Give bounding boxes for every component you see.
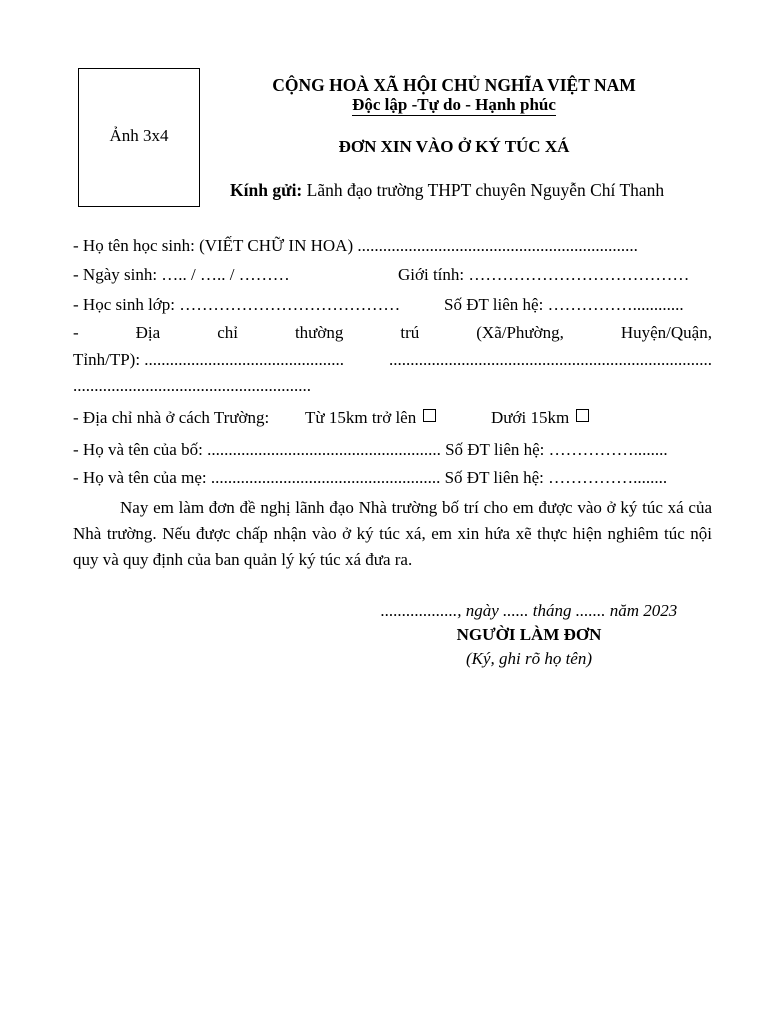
address-word: -	[73, 323, 79, 342]
address-word: trú	[400, 323, 420, 342]
mother-field: - Họ và tên của mẹ: ...................................................... Số ĐT liên hệ: ……………........	[73, 468, 668, 487]
recipient-line	[230, 180, 664, 201]
father-field: - Họ và tên của bố: ....................................................... Số ĐT liên hệ: ……………........	[73, 440, 668, 459]
address-line-1	[73, 323, 712, 343]
address-word: Huyện/Quận,	[620, 323, 712, 342]
distance-option-over-15km	[305, 408, 436, 428]
student-phone-field: Số ĐT liên hệ: ……………............	[444, 295, 684, 314]
national-motto	[200, 95, 708, 115]
photo-placeholder-box	[78, 68, 200, 207]
address-word: thường	[294, 323, 344, 342]
recipient-value: Lãnh đạo trường THPT chuyên Nguyễn Chí Thanh	[302, 180, 665, 200]
signer-title: NGƯỜI LÀM ĐƠN	[456, 625, 602, 644]
recipient-label: Kính gửi:	[230, 180, 303, 200]
address-word: Địa	[135, 323, 161, 342]
address-line-3: ........................................................	[73, 376, 311, 395]
class-field: - Học sinh lớp: …………………………………	[73, 295, 401, 314]
gender-field: Giới tính: …………………………………	[398, 265, 690, 284]
photo-placeholder-label: Ảnh 3x4	[109, 125, 169, 145]
address-word: (Xã/Phường,	[476, 323, 564, 342]
full-name-field: - Họ tên học sinh: (VIẾT CHỮ IN HOA) ..................................................................	[73, 236, 638, 255]
distance-label: - Địa chỉ nhà ở cách Trường:	[73, 408, 270, 427]
dob-field: - Ngày sinh: ….. / ….. / ………	[73, 265, 290, 284]
address-line-2-a: Tỉnh/TP): ...............................................	[73, 350, 345, 369]
distance-option-over-15km-label: Từ 15km trở lên	[305, 408, 417, 427]
signature-date-line: .................., ngày ...... tháng ....... năm 2023	[380, 601, 678, 620]
signature-note: (Ký, ghi rõ họ tên)	[465, 649, 593, 668]
address-word: chỉ	[217, 323, 238, 342]
request-paragraph: Nay em làm đơn đề nghị lãnh đạo Nhà trường bố trí cho em được vào ở ký túc xá của Nhà trường. Nếu được chấp nhận vào ở ký túc xá, em xin hứa xẽ thực hiện nghiêm túc nội quy và quy định của ban quản lý ký túc xá đưa ra.	[73, 498, 712, 569]
distance-option-under-15km	[491, 408, 589, 428]
national-title: CỘNG HOÀ XÃ HỘI CHỦ NGHĨA VIỆT NAM	[272, 75, 636, 95]
address-line-2-b: ............................................................................	[389, 350, 712, 369]
address-line-2	[73, 350, 712, 370]
national-motto-text: Độc lập -Tự do - Hạnh phúc	[352, 95, 556, 114]
over-15km-checkbox[interactable]	[423, 409, 436, 422]
form-title: ĐƠN XIN VÀO Ở KÝ TÚC XÁ	[338, 137, 570, 156]
distance-option-under-15km-label: Dưới 15km	[491, 408, 570, 427]
under-15km-checkbox[interactable]	[576, 409, 589, 422]
